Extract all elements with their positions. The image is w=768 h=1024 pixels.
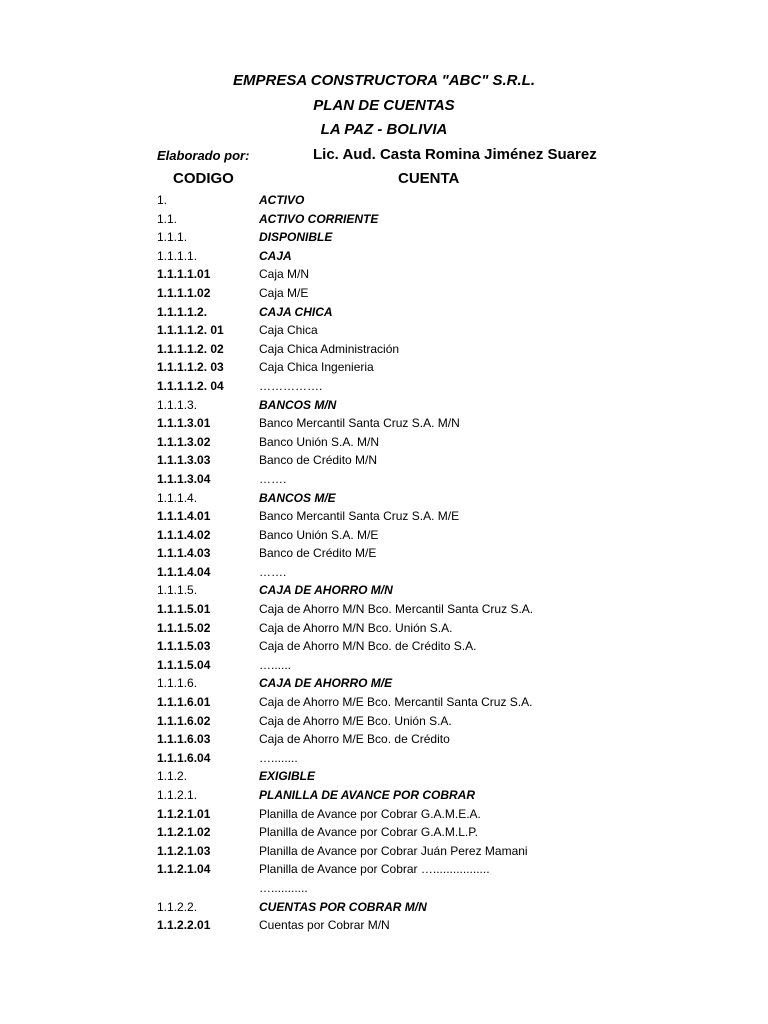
account-row [0, 489, 768, 508]
account-code: 1.1.2.2.01 [157, 918, 211, 933]
account-code: 1.1.1.1.02 [157, 285, 211, 300]
account-name: Caja de Ahorro M/N Bco. de Crédito S.A. [259, 639, 477, 654]
account-row [0, 358, 768, 377]
account-row [0, 228, 768, 247]
account-name: Planilla de Avance por Cobrar Juán Perez Mamani [259, 843, 528, 858]
account-name: CAJA CHICA [259, 304, 333, 319]
account-row [0, 712, 768, 731]
account-name: Caja de Ahorro M/N Bco. Mercantil Santa Cruz S.A. [259, 602, 534, 617]
account-name: BANCOS M/E [259, 490, 336, 505]
account-code: 1.1.1.6. [157, 676, 198, 691]
account-row [0, 210, 768, 229]
account-name: Cuentas por Cobrar M/N [259, 918, 390, 933]
account-row [0, 898, 768, 917]
account-name: Caja Chica Ingenieria [259, 360, 374, 375]
account-name: CUENTAS POR COBRAR M/N [259, 899, 427, 914]
account-code: 1.1.1.6.01 [157, 695, 211, 710]
account-name: …........ [259, 750, 298, 765]
account-row [0, 730, 768, 749]
account-code: 1.1.2.1.03 [157, 843, 211, 858]
account-row [0, 284, 768, 303]
account-name: ACTIVO [259, 193, 305, 207]
account-code: 1.1.1.4. [157, 490, 198, 505]
account-name: Caja Chica Administración [259, 341, 400, 356]
account-row [0, 433, 768, 452]
account-code: 1.1.1.1.2. 04 [157, 378, 224, 393]
account-code: 1.1.2.2. [157, 899, 198, 914]
account-name: CAJA [259, 248, 292, 263]
account-row [0, 767, 768, 786]
account-name: DISPONIBLE [259, 230, 333, 245]
account-code: 1.1.2. [157, 769, 188, 784]
account-code: 1.1.1.3.01 [157, 416, 211, 431]
account-code: 1.1.2.1.02 [157, 825, 211, 840]
account-code: 1.1.1.4.04 [157, 564, 211, 579]
account-code: 1.1.1.5.04 [157, 657, 211, 672]
account-code: 1. [157, 193, 168, 207]
account-row [0, 303, 768, 322]
account-name: Planilla de Avance por Cobrar …................. [259, 862, 490, 877]
account-code: 1.1.1.1. [157, 248, 198, 263]
account-name: Planilla de Avance por Cobrar G.A.M.L.P. [259, 825, 479, 840]
account-code: 1.1.1.5. [157, 583, 198, 598]
account-code: 1.1.1.1.2. 01 [157, 323, 224, 338]
account-row [0, 191, 768, 210]
account-row [0, 414, 768, 433]
account-code: 1.1.1.4.03 [157, 546, 211, 561]
account-row [0, 693, 768, 712]
account-row [0, 507, 768, 526]
account-row [0, 823, 768, 842]
account-row [0, 265, 768, 284]
account-code: 1.1.1.3. [157, 397, 198, 412]
document-title: PLAN DE CUENTAS [313, 97, 455, 114]
account-row [0, 581, 768, 600]
account-code: 1.1.1.1.2. 02 [157, 341, 224, 356]
prepared-by-name: Lic. Aud. Casta Romina Jiménez Suarez [313, 146, 597, 163]
account-code: 1.1.2.1. [157, 788, 198, 802]
account-row [0, 563, 768, 582]
account-name: CAJA DE AHORRO M/E [259, 676, 393, 691]
account-name: Banco Unión S.A. M/N [259, 434, 380, 449]
account-row [0, 544, 768, 563]
account-row [0, 805, 768, 824]
account-name: CAJA DE AHORRO M/N [259, 583, 393, 598]
account-name: Banco de Crédito M/N [259, 453, 378, 468]
account-name: Banco Mercantil Santa Cruz S.A. M/N [259, 416, 460, 431]
account-row [0, 674, 768, 693]
account-code: 1.1.1.5.02 [157, 620, 211, 635]
prepared-by-label: Elaborado por: [157, 148, 250, 163]
account-row [0, 786, 768, 805]
account-name: Caja de Ahorro M/E Bco. Unión S.A. [259, 713, 452, 728]
account-name: …........... [259, 880, 308, 895]
account-code: 1.1.1.4.01 [157, 509, 211, 524]
account-row [0, 842, 768, 861]
account-row [0, 879, 768, 898]
account-code: 1.1.1.1.2. [157, 304, 208, 319]
account-row [0, 377, 768, 396]
account-code: 1.1.1.3.04 [157, 471, 211, 486]
account-name: ……. [259, 564, 287, 579]
account-name: ACTIVO CORRIENTE [259, 211, 379, 226]
account-name: Caja de Ahorro M/E Bco. Mercantil Santa Cruz S.A. [259, 695, 533, 710]
account-code: 1.1.1.3.02 [157, 434, 211, 449]
company-title: EMPRESA CONSTRUCTORA "ABC" S.R.L. [232, 72, 535, 89]
account-name: Banco Unión S.A. M/E [259, 527, 379, 542]
account-code: 1.1.1.4.02 [157, 527, 211, 542]
account-row [0, 860, 768, 879]
account-name: Banco Mercantil Santa Cruz S.A. M/E [259, 509, 460, 524]
account-code: 1.1.1.5.03 [157, 639, 211, 654]
account-row [0, 396, 768, 415]
account-name: Planilla de Avance por Cobrar G.A.M.E.A. [259, 806, 481, 821]
column-header-code: CODIGO [173, 170, 234, 187]
account-row [0, 600, 768, 619]
location-title: LA PAZ - BOLIVIA [320, 121, 448, 138]
account-name: EXIGIBLE [259, 769, 316, 784]
account-row [0, 656, 768, 675]
account-row [0, 526, 768, 545]
account-code: 1.1.1.1.2. 03 [157, 360, 224, 375]
account-code: 1.1.1.6.02 [157, 713, 211, 728]
account-code: 1.1.2.1.04 [157, 862, 211, 877]
account-name: BANCOS M/N [259, 397, 337, 412]
account-name: ……. [259, 471, 287, 486]
account-name: Caja de Ahorro M/N Bco. Unión S.A. [259, 620, 453, 635]
account-name: …...... [259, 657, 292, 672]
account-name: Caja de Ahorro M/E Bco. de Crédito [259, 732, 450, 747]
accounts-list [0, 191, 768, 935]
account-name: Caja Chica [259, 323, 318, 338]
account-code: 1.1.1.5.01 [157, 602, 211, 617]
account-row [0, 470, 768, 489]
account-name: ……………. [259, 378, 323, 393]
account-code: 1.1.1.6.04 [157, 750, 211, 765]
account-row [0, 637, 768, 656]
account-name: Caja M/N [259, 267, 310, 282]
column-header-account: CUENTA [398, 170, 460, 187]
account-code: 1.1.2.1.01 [157, 806, 211, 821]
account-code: 1.1.1.1.01 [157, 267, 211, 282]
account-row [0, 916, 768, 935]
account-code: 1.1.1.6.03 [157, 732, 211, 747]
account-code: 1.1.1. [157, 230, 188, 245]
account-row [0, 247, 768, 266]
account-row [0, 321, 768, 340]
account-row [0, 340, 768, 359]
account-row [0, 619, 768, 638]
account-row [0, 451, 768, 470]
account-row [0, 749, 768, 768]
account-name: Caja M/E [259, 285, 309, 300]
account-name: Banco de Crédito M/E [259, 546, 377, 561]
account-code: 1.1. [157, 211, 178, 226]
account-code: 1.1.1.3.03 [157, 453, 211, 468]
account-name: PLANILLA DE AVANCE POR COBRAR [259, 788, 475, 802]
